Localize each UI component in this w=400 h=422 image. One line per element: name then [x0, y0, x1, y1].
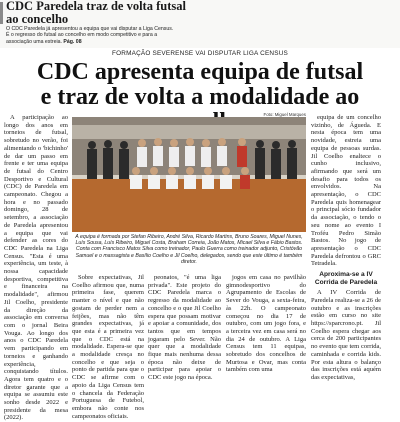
teaser-page-ref: Pág. 08	[63, 38, 82, 45]
column-3-text: peonatos, "é uma liga privada". Este projeto do CDC Paredela marca o regresso da modalidade ao concelho e o que Jil Coelho espera que possam motivar e apoiar a comunidade, dos tantos que em tempos jogaram pelo Sever. Não quer que a modalidade fique mais nenhuma dessa época não deixe de participar para apoiar o CDC este jogo na época.	[148, 274, 221, 382]
column-5-text-bottom: A IV Corrida de Paredela realiza-se a 26 de outubro e as inscrições estão em curso no site https://sparcrono.pt. Jil Coelho espera chegar aos cerca de 200 participantes no evento que tem corrida, caminhada e corrida kids. Por esta altura o balanço das inscrições está aquém das expectativas,	[311, 289, 381, 381]
teaser-text	[6, 26, 174, 45]
article-column-3	[148, 274, 221, 403]
headline-line-2: e traz de volta a modalidade ao	[40, 84, 360, 110]
column-4-text: jogos em casa no pavilhão gimnodesportivo do Agrupamento de Escolas de Sever do Vouga, a sexta-feira, às 22h. O campeonato começou no dia 17 de outubro, com um jogo fora, e a terceira vez em casa será no dia 24 de outubro. A Liga Census tem 11 equipas, sobretudo dos concelhos de Murtosa e Ovar, mas conta também com uma	[226, 274, 306, 374]
corrida-subhead: Aproxima-se a IV Corrida de Paredela	[314, 271, 378, 286]
column-2-text: Sobre expectativas, Jil Coelho afirmou que, numa primeira fase, querem manter o nível e que não gostam de perder nem a feijões, mas não têm grandes expectativas, já que esta é a primeira vez que o CDC está na modalidade. Espera-se que a modalidade cresça no concelho e que seja o ponto de partida para que o CDC se afirme com o apoio da Liga Census tem o chancela da Federação Portuguesa de Futebol, embora não conte nos campeonatos oficiais.	[72, 274, 144, 420]
headline-line-1: CDC apresenta equipa de futsal	[36, 59, 364, 85]
column-1-text: A participação ao longo dos anos em torneios de futsal, sobretudo no verão, foi alimentando o 'bichinho' de dar um passo em frente e ter uma equipa de futsal do Centro Desportivo e Cultural (CDC) de Paredela em campeonato. Chegou a hora e no passado domingo, 28 de setembro, a associação de Paredela apresentou a equipa que vai defender as cores do CDC Paredela na Liga Census. "Esta é uma experiência, um teste, à nossa capacidade desportiva, competitiva e financeira na modalidade", afirmou Jil Coelho, presidente da direção da associação em conversa com o jornal Beira Vouga. Ao longo dos anos o CDC Paredela vem participando em torneios e ganhando experiência, conquistando títulos. Agora tem quatro e o diretor garante que a equipa se assumiu este sonho desde 2022 e presidente da mesa (2022).	[4, 114, 68, 422]
article-kicker: FORMAÇÃO SEVERENSE VAI DISPUTAR LIGA CENSUS	[112, 50, 288, 57]
team-photo	[72, 117, 306, 232]
photo-credit: Foto: Miguel Marques	[263, 112, 306, 117]
article-column-1	[4, 114, 68, 422]
article-column-2	[72, 274, 144, 420]
teaser-accent-bar	[0, 2, 3, 24]
article-column-5	[311, 114, 381, 403]
photo-caption: A equipa é formada por Stefan Ribeiro, André Silva, Ricardo Martins, Bruno Soares, Miguel Nunes, Luís Sousa, Luís Ribeiro, Miguel Costa, Braham Correia, João Matos, Micael Silva e Fábio Bastos. Conta com Francisco Matos Silva como treinador, Paulo Guerra como treinador adjunto, Cristóvão Samuel e o massagista e Basílio Coelho e Jil Coelho, delegados, sendo que este último é também diretor.	[75, 234, 303, 265]
column-5-text-top: equipa de um concelho vizinho, de Águeda. E nesta época tem uma novidade, estreia uma equipa de pessoas surdas. Jil Coelho enaltece o cunho inclusivo, afirmando que será um desafio para todos os envolvidos. Na apresentação, o CDC Paredela quis homenagear o principal sócio fundador da associação, o tendo o seu nome ao evento I Troféu Pedro Simão Bastos. No jogo de apresentação o CDC Paredela defrontou o GRC Tetradela.	[311, 114, 381, 268]
front-page-teaser	[0, 0, 400, 48]
teaser-title: CDC Paredela traz de volta futsal ao concelho	[6, 0, 186, 26]
team-photo-illustration	[72, 117, 306, 232]
teaser-body: O CDC Paredela já apresentou a equipa que vai disputar a Liga Census. É o regresso do futsal ao concelho em modo competitivo e para a associação uma estreia.	[6, 26, 174, 45]
article-column-4	[226, 274, 306, 403]
